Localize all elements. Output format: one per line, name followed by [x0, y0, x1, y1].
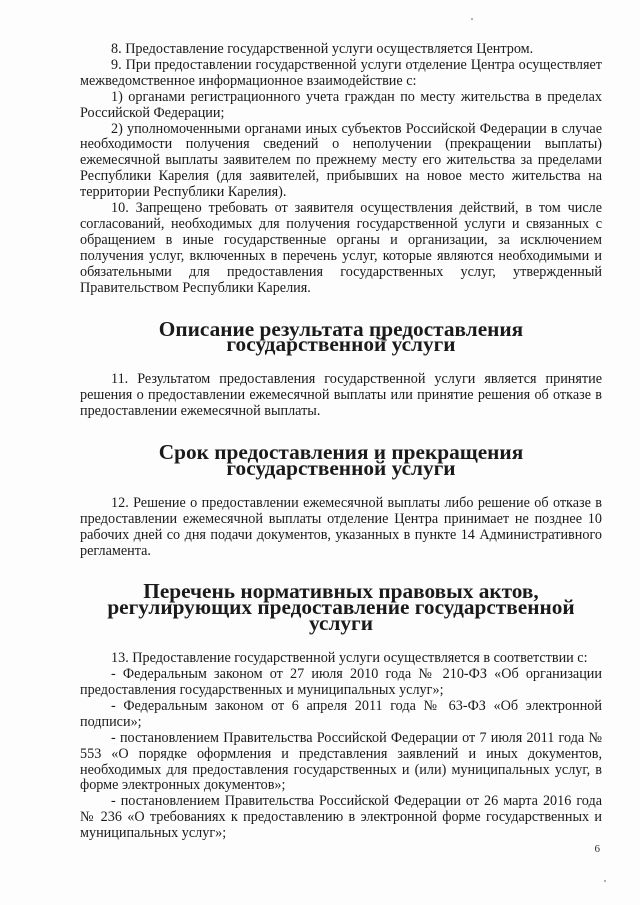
- paragraph-11: 11. Результатом предоставления государственной услуги является принятие решения о предоставлении ежемесячной выплаты или принятие решения об отказе в предоставлении ежемесячной выплаты.: [80, 371, 602, 420]
- section-heading-result: Описание результата предоставления государственной услуги: [158, 316, 524, 357]
- paragraph-10: 10. Запрещено требовать от заявителя осуществления действий, в том числе согласований, необходимых для получения государственной услуги и связанных с обращением в иные государственные органы и организации, за исключением получения услуг, включенных в перечень услуг, которые являются необходимыми и обязательными для предоставления государственных услуг, утвержденный Правительством Республики Карелия.: [80, 200, 602, 296]
- spacer: [80, 353, 602, 372]
- scan-speck: [471, 18, 473, 20]
- paragraph-13: 13. Предоставление государственной услуги осуществляется в соответствии с:: [111, 650, 588, 667]
- paragraph-13-item-2: - Федеральным законом от 6 апреля 2011 года № 63-ФЗ «Об электронной подписи»;: [80, 697, 602, 730]
- paragraph-9-item-1: 1) органами регистрационного учета граждан по месту жительства в пределах Российской Федерации;: [80, 88, 602, 121]
- paragraph-8: 8. Предоставление государственной услуги осуществляется Центром.: [111, 41, 534, 57]
- paragraph-13-item-4: - постановлением Правительства Российской Федерации от 26 марта 2016 года № 236 «О требованиях к предоставлению в электронной форме государственных и муниципальных услуг»;: [80, 793, 602, 842]
- page-number: 6: [594, 843, 600, 855]
- section-heading-acts: Перечень нормативных правовых актов, регулирующих предоставление государственной услуги: [107, 579, 575, 636]
- spacer: [80, 632, 602, 651]
- paragraph-12: 12. Решение о предоставлении ежемесячной выплаты либо решение об отказе в предоставлении ежемесячной выплаты отделение Центра принимает не позднее 10 рабочих дней со дня подачи документов, указанных в пункте 14 Административного регламента.: [80, 494, 602, 559]
- paragraph-13-item-1: - Федеральным законом от 27 июля 2010 года № 210-ФЗ «Об организации предоставления государственных и муниципальных услуг»;: [80, 666, 602, 698]
- paragraph-9: 9. При предоставлении государственной услуги отделение Центра осуществляет межведомственное информационное взаимодействие с:: [80, 56, 602, 89]
- paragraph-9-item-2: 2) уполномоченными органами иных субъектов Российской Федерации в случае необходимости получения сведений о неполучении (прекращении выплаты) ежемесячной выплаты заявителем по прежнему месту его жительства за пределами Республики Карелия (для заявителей, прибывших на новое место жительства на территории Республики Карелия).: [80, 120, 602, 201]
- document-body: [80, 42, 602, 842]
- section-heading-term: Срок предоставления и прекращения государственной услуги: [158, 440, 524, 480]
- paragraph-13-item-3: - постановлением Правительства Российской Федерации от 7 июля 2011 года № 553 «О порядке оформления и представления заявлений и иных документов, необходимых для предоставления государственных и (или) муниципальных услуг, в форме электронных документов»;: [80, 729, 602, 794]
- scan-speck: [604, 880, 606, 882]
